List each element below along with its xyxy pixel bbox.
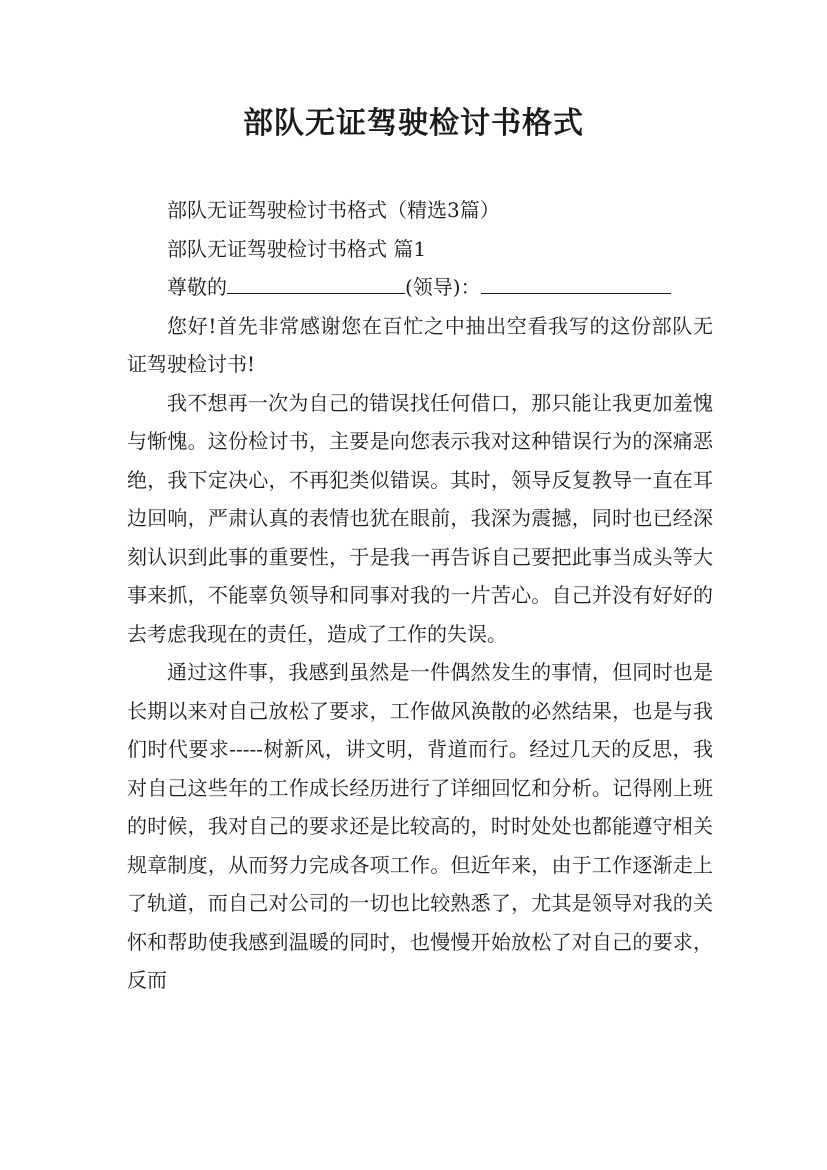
subtitle-line: 部队无证驾驶检讨书格式（精选3篇） xyxy=(167,198,500,222)
salutation-middle: (领导)： xyxy=(405,275,481,299)
salutation-prefix: 尊敬的 xyxy=(167,275,227,299)
document-title: 部队无证驾驶检讨书格式 xyxy=(243,106,584,141)
salutation-line xyxy=(127,268,713,307)
leader-name-blank xyxy=(481,271,671,294)
paragraph-3: 通过这件事，我感到虽然是一件偶然发生的事情，但同时也是长期以来对自己放松了要求，工作做风涣散的必然结果，也是与我们时代要求-----树新风，讲文明，背道而行。经过几天的反思，我对自己这些年的工作成长经历进行了详细回忆和分析。记得刚上班的时候，我对自己的要求还是比较高的，时时处处也都能遵守相关规章制度，从而努力完成各项工作。但近年来，由于工作逐渐走上了轨道，而自己对公司的一切也比较熟悉了，尤其是领导对我的关怀和帮助使我感到温暖的同时，也慢慢开始放松了对自己的要求，反而 xyxy=(127,660,713,992)
recipient-blank xyxy=(227,271,405,294)
paragraph-1: 您好!首先非常感谢您在百忙之中抽出空看我写的这份部队无证驾驶检讨书! xyxy=(127,313,713,376)
document-body xyxy=(127,191,713,1000)
paragraph-2: 我不想再一次为自己的错误找任何借口，那只能让我更加羞愧与惭愧。这份检讨书，主要是向您表示我对这种错误行为的深痛恶绝，我下定决心，不再犯类似错误。其时，领导反复教导一直在耳边回响，严肃认真的表情也犹在眼前，我深为震撼，同时也已经深刻认识到此事的重要性，于是我一再告诉自己要把此事当成头等大事来抓，不能辜负领导和同事对我的一片苦心。自己并没有好好的去考虑我现在的责任，造成了工作的失误。 xyxy=(127,390,713,646)
section-heading: 部队无证驾驶检讨书格式 篇1 xyxy=(167,236,427,261)
